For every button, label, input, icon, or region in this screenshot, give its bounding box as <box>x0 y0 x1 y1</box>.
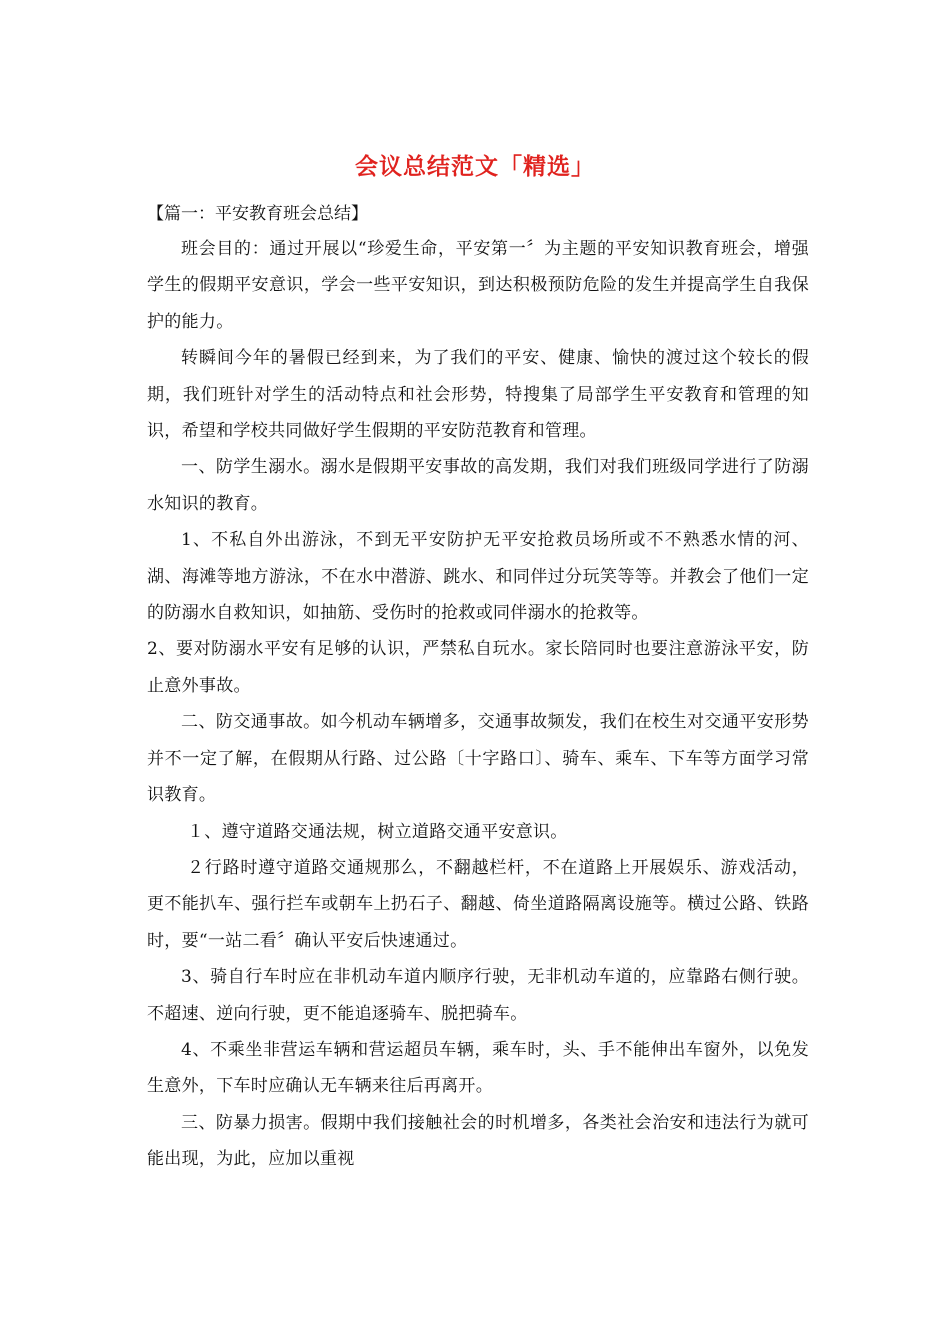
paragraph-drowning-heading: 一、防学生溺水。溺水是假期平安事故的高发期，我们对我们班级同学进行了防溺水知识的教育。 <box>147 457 809 514</box>
paragraph-traffic-item-1: １、遵守道路交通法规，树立道路交通平安意识。 <box>187 821 568 842</box>
document-body <box>147 197 809 1178</box>
paragraph-violence-heading: 三、防暴力损害。假期中我们接触社会的时机增多，各类社会治安和违法行为就可能出现，为此，应加以重视 <box>147 1112 809 1170</box>
paragraph-traffic-item-2: ２行路时遵守道路交通规那么，不翻越栏杆，不在道路上开展娱乐、游戏活动，更不能扒车、强行拦车或朝车上扔石子、翻越、倚坐道路隔离设施等。横过公路、铁路时，要“一站二看〞确认平安后快速通过。 <box>147 857 809 951</box>
document-title: 会议总结范文「精选」 <box>355 153 595 180</box>
paragraph-drowning-item-2: 2、要对防溺水平安有足够的认识，严禁私自玩水。家长陪同时也要注意游泳平安，防止意外事故。 <box>147 639 809 696</box>
paragraph-traffic-item-3: 3、骑自行车时应在非机动车道内顺序行驶，无非机动车道的，应靠路右侧行驶。不超速、逆向行驶，更不能追逐骑车、脱把骑车。 <box>147 967 809 1024</box>
section-heading: 【篇一：平安教育班会总结】 <box>147 204 368 224</box>
paragraph-traffic-item-4: 4、不乘坐非营运车辆和营运超员车辆，乘车时，头、手不能伸出车窗外，以免发生意外，下车时应确认无车辆来往后再离开。 <box>147 1039 809 1097</box>
paragraph-drowning-item-1: 1、不私自外出游泳，不到无平安防护无平安抢救员场所或不不熟悉水情的河、湖、海滩等地方游泳，不在水中潜游、跳水、和同伴过分玩笑等等。并教会了他们一定的防溺水自救知识，如抽筋、受伤时的抢救或同伴溺水的抢救等。 <box>147 530 809 624</box>
paragraph-intro: 转瞬间今年的暑假已经到来，为了我们的平安、健康、愉快的渡过这个较长的假期，我们班针对学生的活动特点和社会形势，特搜集了局部学生平安教育和管理的知识，希望和学校共同做好学生假期的平安防范教育和管理。 <box>147 348 809 442</box>
paragraph-traffic-heading: 二、防交通事故。如今机动车辆增多，交通事故频发，我们在校生对交通平安形势并不一定了解，在假期从行路、过公路〔十字路口〕、骑车、乘车、下车等方面学习常识教育。 <box>147 712 809 806</box>
paragraph-purpose: 班会目的：通过开展以“珍爱生命，平安第一〞为主题的平安知识教育班会，增强学生的假期平安意识，学会一些平安知识，到达积极预防危险的发生并提高学生自我保护的能力。 <box>147 239 809 332</box>
